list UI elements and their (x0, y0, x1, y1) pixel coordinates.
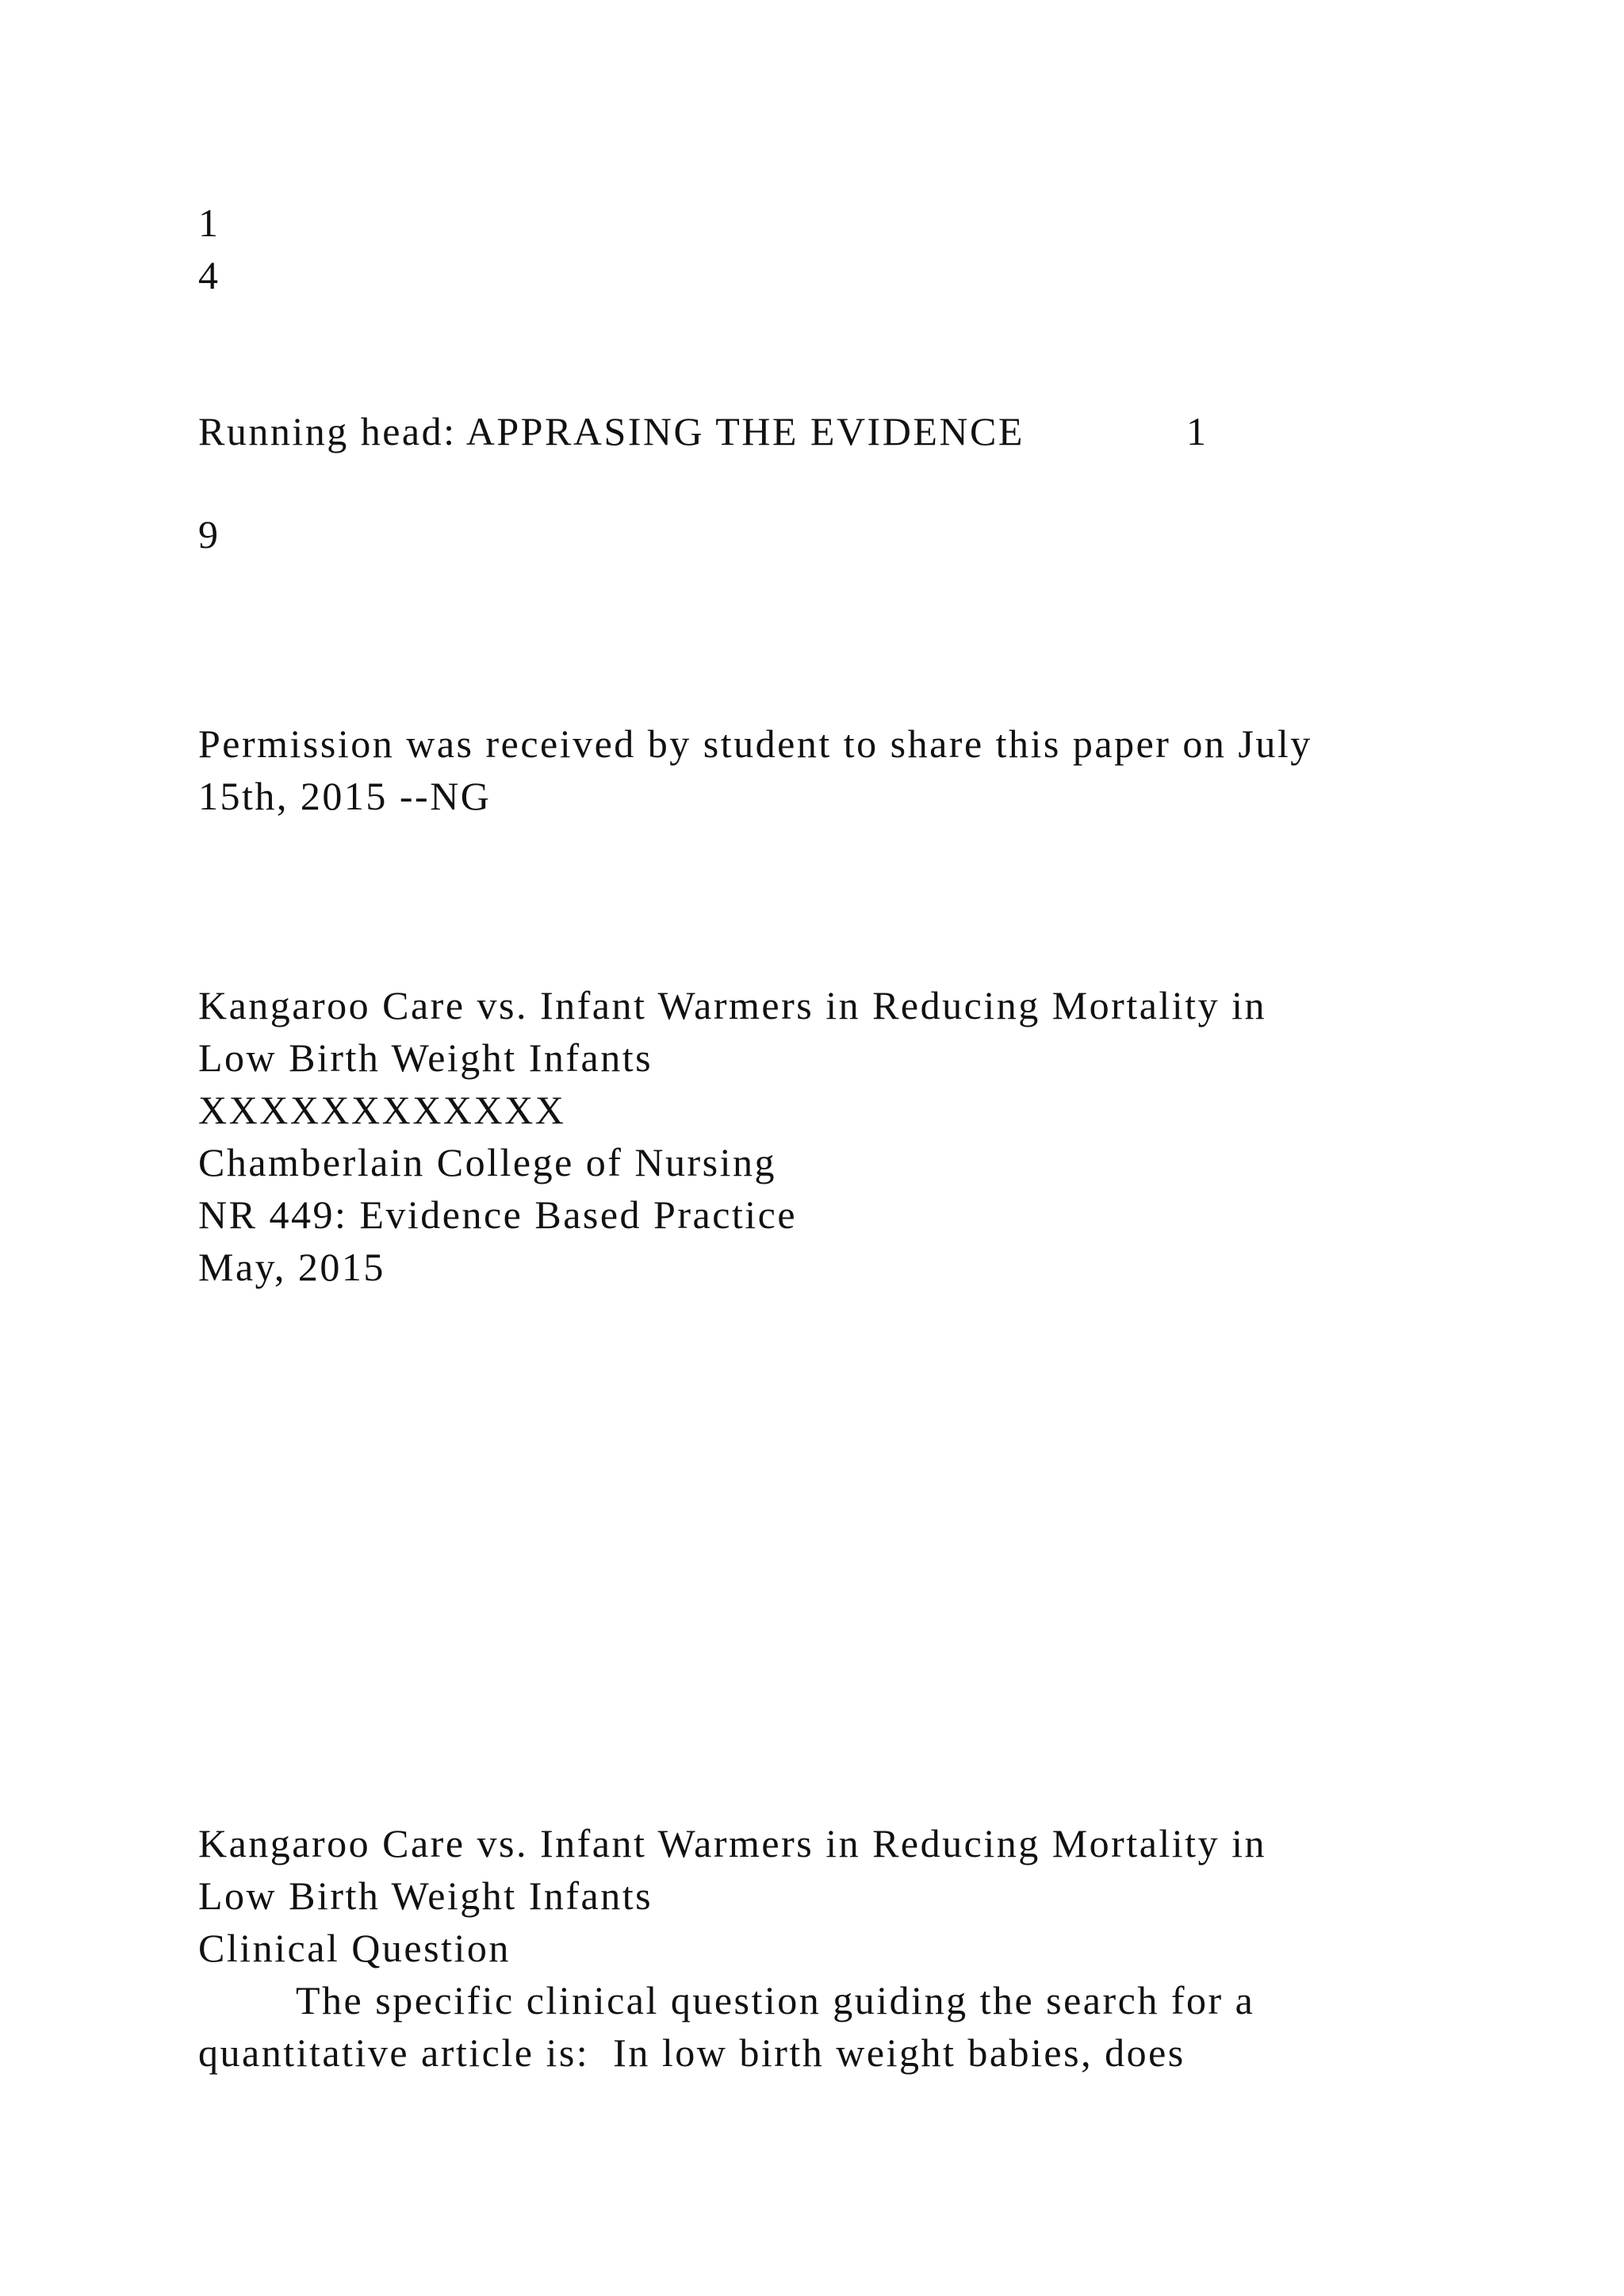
body-title-line-2: Low Birth Weight Infants (198, 1873, 653, 1918)
permission-note-line-2: 15th, 2015 --NG (198, 774, 492, 818)
institution-name: Chamberlain College of Nursing (198, 1140, 777, 1184)
page-number-after-header: 9 (198, 512, 220, 557)
paragraph-line-2: quantitative article is: In low birth weight babies, does (198, 2030, 1185, 2075)
running-head: Running head: APPRASING THE EVIDENCE (198, 409, 1025, 453)
body-title-line-1: Kangaroo Care vs. Infant Warmers in Reducing Mortality in (198, 1821, 1266, 1866)
permission-note-line-1: Permission was received by student to share this paper on July (198, 721, 1312, 766)
course-name: NR 449: Evidence Based Practice (198, 1192, 798, 1237)
section-heading: Clinical Question (198, 1926, 511, 1970)
title-page-title-line-2: Low Birth Weight Infants (198, 1035, 653, 1080)
title-page-title-line-1: Kangaroo Care vs. Infant Warmers in Reducing Mortality in (198, 983, 1266, 1027)
author-name: XXXXXXXXXXXX (198, 1088, 566, 1132)
submission-date: May, 2015 (198, 1245, 385, 1289)
page-number-top-1: 1 (198, 201, 220, 245)
running-head-page-number: 1 (1186, 409, 1206, 453)
page-number-top-2: 4 (198, 253, 220, 297)
paragraph-line-1: The specific clinical question guiding the search for a (296, 1978, 1255, 2022)
